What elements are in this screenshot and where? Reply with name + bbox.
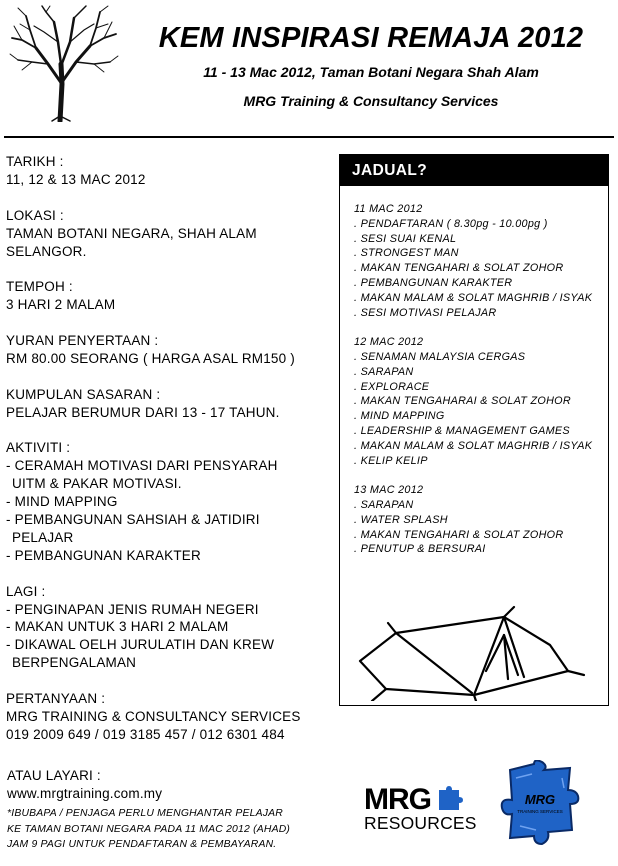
yuran-section bbox=[6, 332, 336, 368]
yuran-label: YURAN PENYERTAAN : bbox=[6, 333, 159, 349]
lokasi-section bbox=[6, 207, 336, 261]
schedule-item: . SESI MOTIVASI PELAJAR bbox=[354, 306, 497, 319]
note-line: *IBUBAPA / PENJAGA PERLU MENGHANTAR PELAJAR bbox=[7, 808, 283, 819]
company-name: MRG Training & Consultancy Services bbox=[243, 93, 499, 109]
lokasi-label: LOKASI : bbox=[6, 207, 64, 223]
day-date: 11 MAC 2012 bbox=[354, 203, 423, 215]
mrg-puzzle-logo bbox=[496, 760, 584, 848]
header-divider bbox=[4, 136, 614, 138]
lagi-item: - DIKAWAL OELH JURULATIH DAN KREW bbox=[6, 637, 275, 653]
schedule-item: . MAKAN TENGAHARAI & SOLAT ZOHOR bbox=[354, 395, 571, 408]
schedule-item: . MAKAN MALAM & SOLAT MAGHRIB / ISYAK bbox=[354, 439, 593, 452]
tempoh-section bbox=[6, 278, 336, 314]
mrg-logo-subtext: RESOURCES bbox=[364, 813, 477, 832]
schedule-item: . LEADERSHIP & MANAGEMENT GAMES bbox=[354, 424, 570, 437]
note-line: JAM 9 PAGI UNTUK PENDAFTARAN & PEMBAYARAN. bbox=[7, 839, 277, 850]
lokasi-line: SELANGOR. bbox=[6, 243, 87, 259]
parent-note bbox=[7, 806, 347, 853]
schedule-day bbox=[354, 202, 608, 320]
schedule-item: . MIND MAPPING bbox=[354, 410, 445, 423]
aktiviti-label: AKTIVITI : bbox=[6, 440, 71, 456]
info-column bbox=[6, 153, 336, 762]
day-date: 12 MAC 2012 bbox=[354, 336, 424, 349]
schedule-day bbox=[354, 483, 608, 557]
schedule-heading: JADUAL? bbox=[340, 155, 608, 186]
lagi-item: - PENGINAPAN JENIS RUMAH NEGERI bbox=[6, 601, 259, 617]
schedule-item: . PEMBANGUNAN KARAKTER bbox=[354, 276, 513, 289]
pertanyaan-company: MRG TRAINING & CONSULTANCY SERVICES bbox=[6, 708, 301, 724]
schedule-item: . STRONGEST MAN bbox=[354, 247, 459, 260]
schedule-item: . MAKAN MALAM & SOLAT MAGHRIB / ISYAK bbox=[354, 291, 593, 304]
tarikh-section bbox=[6, 153, 336, 189]
lagi-item: BERPENGALAMAN bbox=[12, 655, 137, 671]
aktiviti-item: - MIND MAPPING bbox=[6, 494, 118, 510]
note-line: KE TAMAN BOTANI NEGARA PADA 11 MAC 2012 (AHAD) bbox=[7, 823, 291, 835]
schedule-body bbox=[340, 186, 608, 557]
lagi-item: - MAKAN UNTUK 3 HARI 2 MALAM bbox=[6, 619, 229, 635]
pertanyaan-phones: 019 2009 649 / 019 3185 457 / 012 6301 484 bbox=[6, 726, 285, 742]
schedule-item: . SARAPAN bbox=[354, 365, 414, 378]
tent-icon bbox=[354, 605, 594, 701]
puzzle-logo-subtext: TRAINING SERVICES bbox=[517, 809, 563, 814]
schedule-item: . SENAMAN MALAYSIA CERGAS bbox=[354, 350, 526, 363]
kumpulan-value: PELAJAR BERUMUR DARI 13 - 17 TAHUN. bbox=[6, 404, 280, 420]
schedule-item: . EXPLORACE bbox=[354, 380, 430, 393]
tempoh-label: TEMPOH : bbox=[6, 279, 73, 295]
puzzle-piece-icon bbox=[439, 786, 463, 810]
layari-section bbox=[7, 767, 347, 803]
yuran-value: RM 80.00 SEORANG ( HARGA ASAL RM150 ) bbox=[6, 350, 295, 366]
page-title: KEM INSPIRASI REMAJA 2012 bbox=[158, 22, 584, 54]
event-subtitle: 11 - 13 Mac 2012, Taman Botani Negara Shah Alam bbox=[203, 64, 539, 80]
aktiviti-item: UITM & PAKAR MOTIVASI. bbox=[12, 476, 182, 492]
lagi-label: LAGI : bbox=[6, 583, 46, 599]
kumpulan-section bbox=[6, 386, 336, 422]
schedule-item: . KELIP KELIP bbox=[354, 454, 428, 467]
tempoh-value: 3 HARI 2 MALAM bbox=[6, 297, 116, 313]
tree-icon bbox=[8, 4, 120, 122]
pertanyaan-label: PERTANYAAN : bbox=[6, 691, 106, 707]
aktiviti-item: - CERAMAH MOTIVASI DARI PENSYARAH bbox=[6, 458, 278, 474]
schedule-item: . SESI SUAI KENAL bbox=[354, 232, 457, 245]
day-date: 13 MAC 2012 bbox=[354, 484, 424, 497]
aktiviti-section bbox=[6, 439, 336, 564]
schedule-item: . PENDAFTARAN ( 8.30pg - 10.00pg ) bbox=[354, 217, 548, 230]
schedule-day bbox=[354, 335, 608, 468]
mrg-resources-logo bbox=[363, 782, 477, 832]
layari-label: ATAU LAYARI : bbox=[7, 768, 101, 783]
schedule-item: . WATER SPLASH bbox=[354, 513, 448, 526]
aktiviti-item: - PEMBANGUNAN SAHSIAH & JATIDIRI bbox=[6, 512, 260, 528]
website-link[interactable]: www.mrgtraining.com.my bbox=[7, 785, 163, 801]
pertanyaan-section bbox=[6, 690, 336, 744]
schedule-item: . SARAPAN bbox=[354, 498, 414, 511]
schedule-item: . MAKAN TENGAHARI & SOLAT ZOHOR bbox=[354, 262, 564, 275]
mrg-logo-text: MRG bbox=[364, 783, 431, 816]
lagi-section bbox=[6, 583, 336, 673]
tarikh-label: TARIKH : bbox=[6, 154, 64, 169]
lokasi-line: TAMAN BOTANI NEGARA, SHAH ALAM bbox=[6, 225, 257, 241]
kumpulan-label: KUMPULAN SASARAN : bbox=[6, 386, 161, 402]
aktiviti-item: PELAJAR bbox=[12, 529, 74, 545]
schedule-item: . MAKAN TENGAHARI & SOLAT ZOHOR bbox=[354, 528, 564, 541]
schedule-item: . PENUTUP & BERSURAI bbox=[354, 543, 486, 556]
puzzle-logo-text: MRG bbox=[524, 792, 556, 807]
tarikh-value: 11, 12 & 13 MAC 2012 bbox=[6, 171, 146, 187]
aktiviti-item: - PEMBANGUNAN KARAKTER bbox=[6, 547, 201, 563]
